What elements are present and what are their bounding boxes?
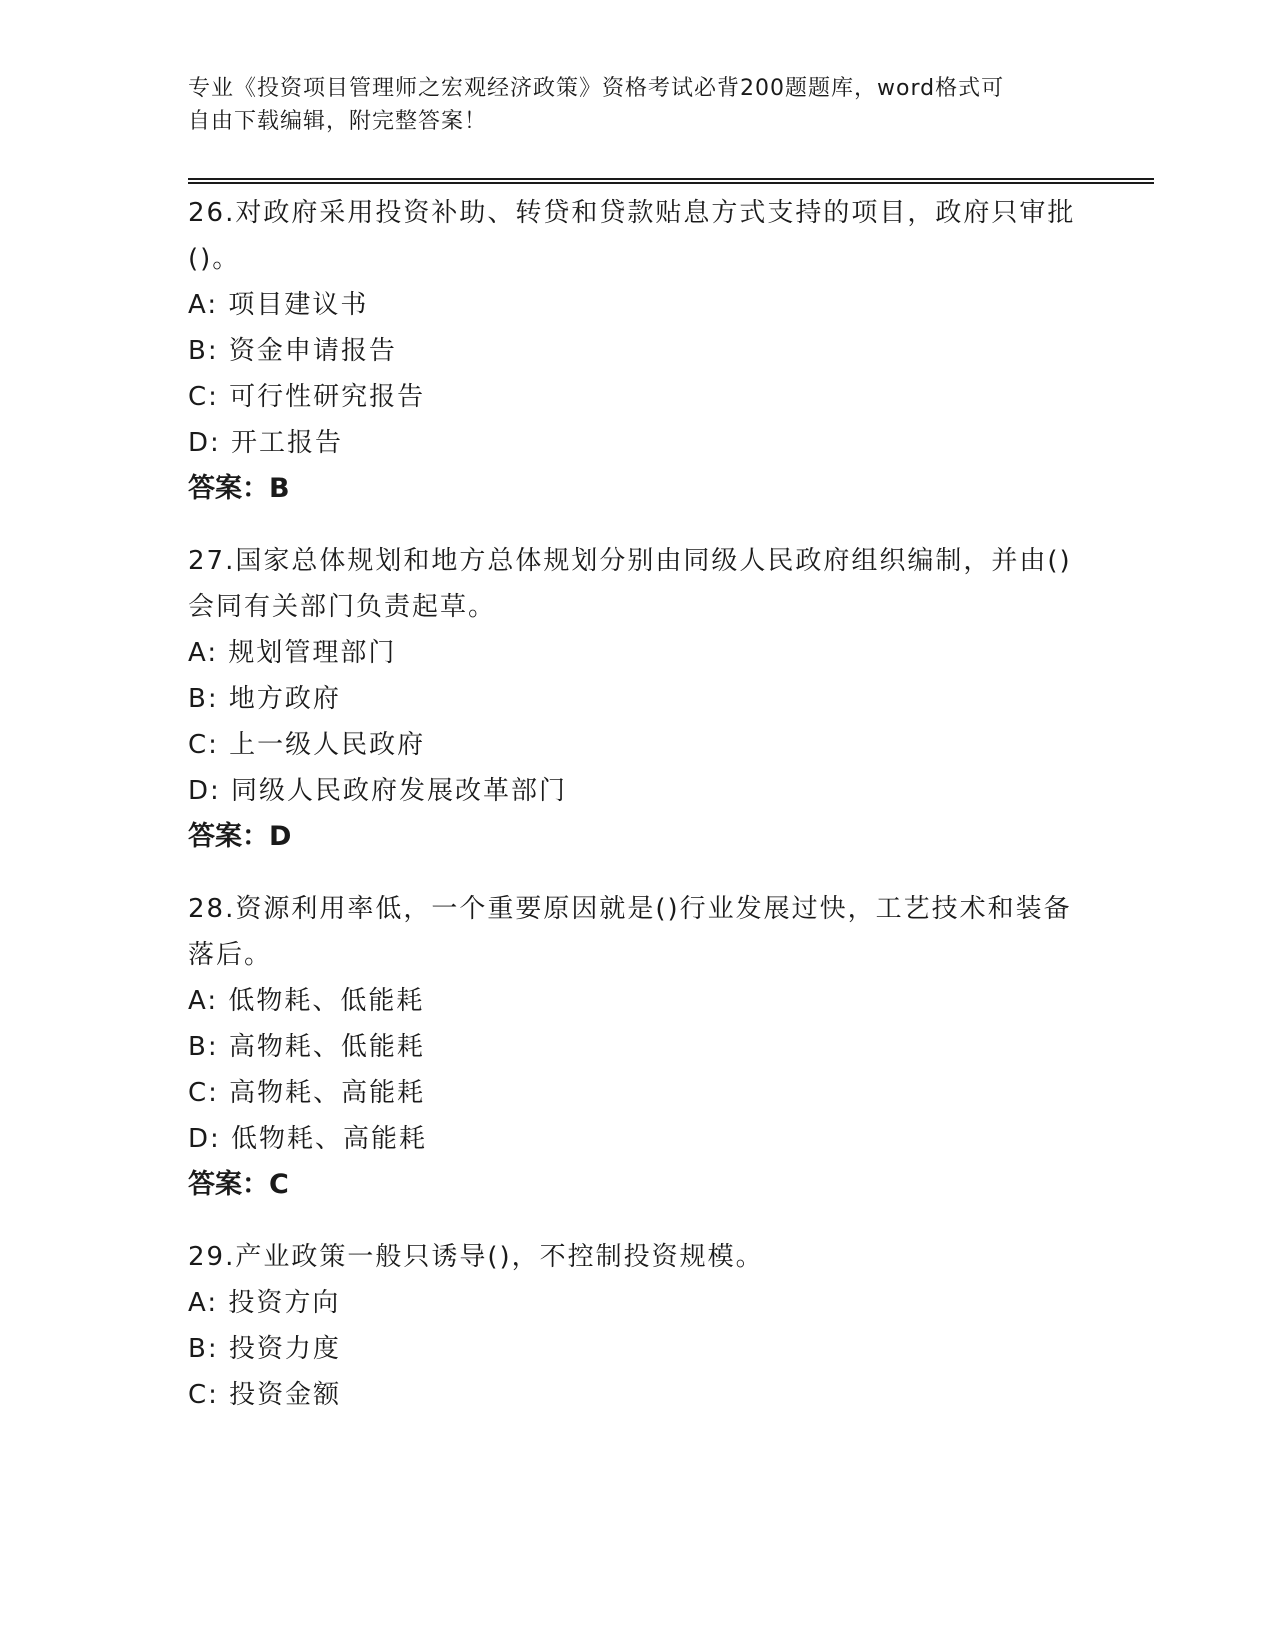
- page-header: [188, 72, 1088, 138]
- option-d: D: 开工报告: [188, 428, 344, 458]
- option-a: A: 项目建议书: [188, 290, 369, 320]
- question-stem: 29.产业政策一般只诱导()，不控制投资规模。: [188, 1242, 764, 1272]
- answer: 答案：D: [188, 821, 292, 852]
- header-line-1: 专业《投资项目管理师之宏观经济政策》资格考试必背200题题库，word格式可: [188, 76, 1005, 101]
- option-d: D: 低物耗、高能耗: [188, 1124, 428, 1154]
- header-line-2: 自由下载编辑，附完整答案！: [188, 109, 488, 134]
- header-divider: [188, 178, 1154, 184]
- option-c: C: 可行性研究报告: [188, 382, 426, 412]
- option-b: B: 地方政府: [188, 684, 341, 714]
- question-stem: 26.对政府采用投资补助、转贷和贷款贴息方式支持的项目，政府只审批()。: [188, 198, 1076, 274]
- answer: 答案：B: [188, 473, 290, 504]
- option-d: D: 同级人民政府发展改革部门: [188, 776, 568, 806]
- option-b: B: 投资力度: [188, 1334, 341, 1364]
- question-27: [188, 538, 1088, 860]
- option-b: B: 资金申请报告: [188, 336, 397, 366]
- option-a: A: 低物耗、低能耗: [188, 986, 425, 1016]
- option-c: C: 上一级人民政府: [188, 730, 426, 760]
- question-28: [188, 886, 1088, 1208]
- option-a: A: 规划管理部门: [188, 638, 397, 668]
- option-a: A: 投资方向: [188, 1288, 341, 1318]
- option-c: C: 高物耗、高能耗: [188, 1078, 426, 1108]
- question-stem: 28.资源利用率低，一个重要原因就是()行业发展过快，工艺技术和装备落后。: [188, 894, 1072, 970]
- question-stem: 27.国家总体规划和地方总体规划分别由同级人民政府组织编制，并由()会同有关部门负责起草。: [188, 546, 1072, 622]
- question-26: [188, 190, 1088, 512]
- option-b: B: 高物耗、低能耗: [188, 1032, 425, 1062]
- answer: 答案：C: [188, 1169, 289, 1200]
- question-29: [188, 1234, 1088, 1418]
- option-c: C: 投资金额: [188, 1380, 342, 1410]
